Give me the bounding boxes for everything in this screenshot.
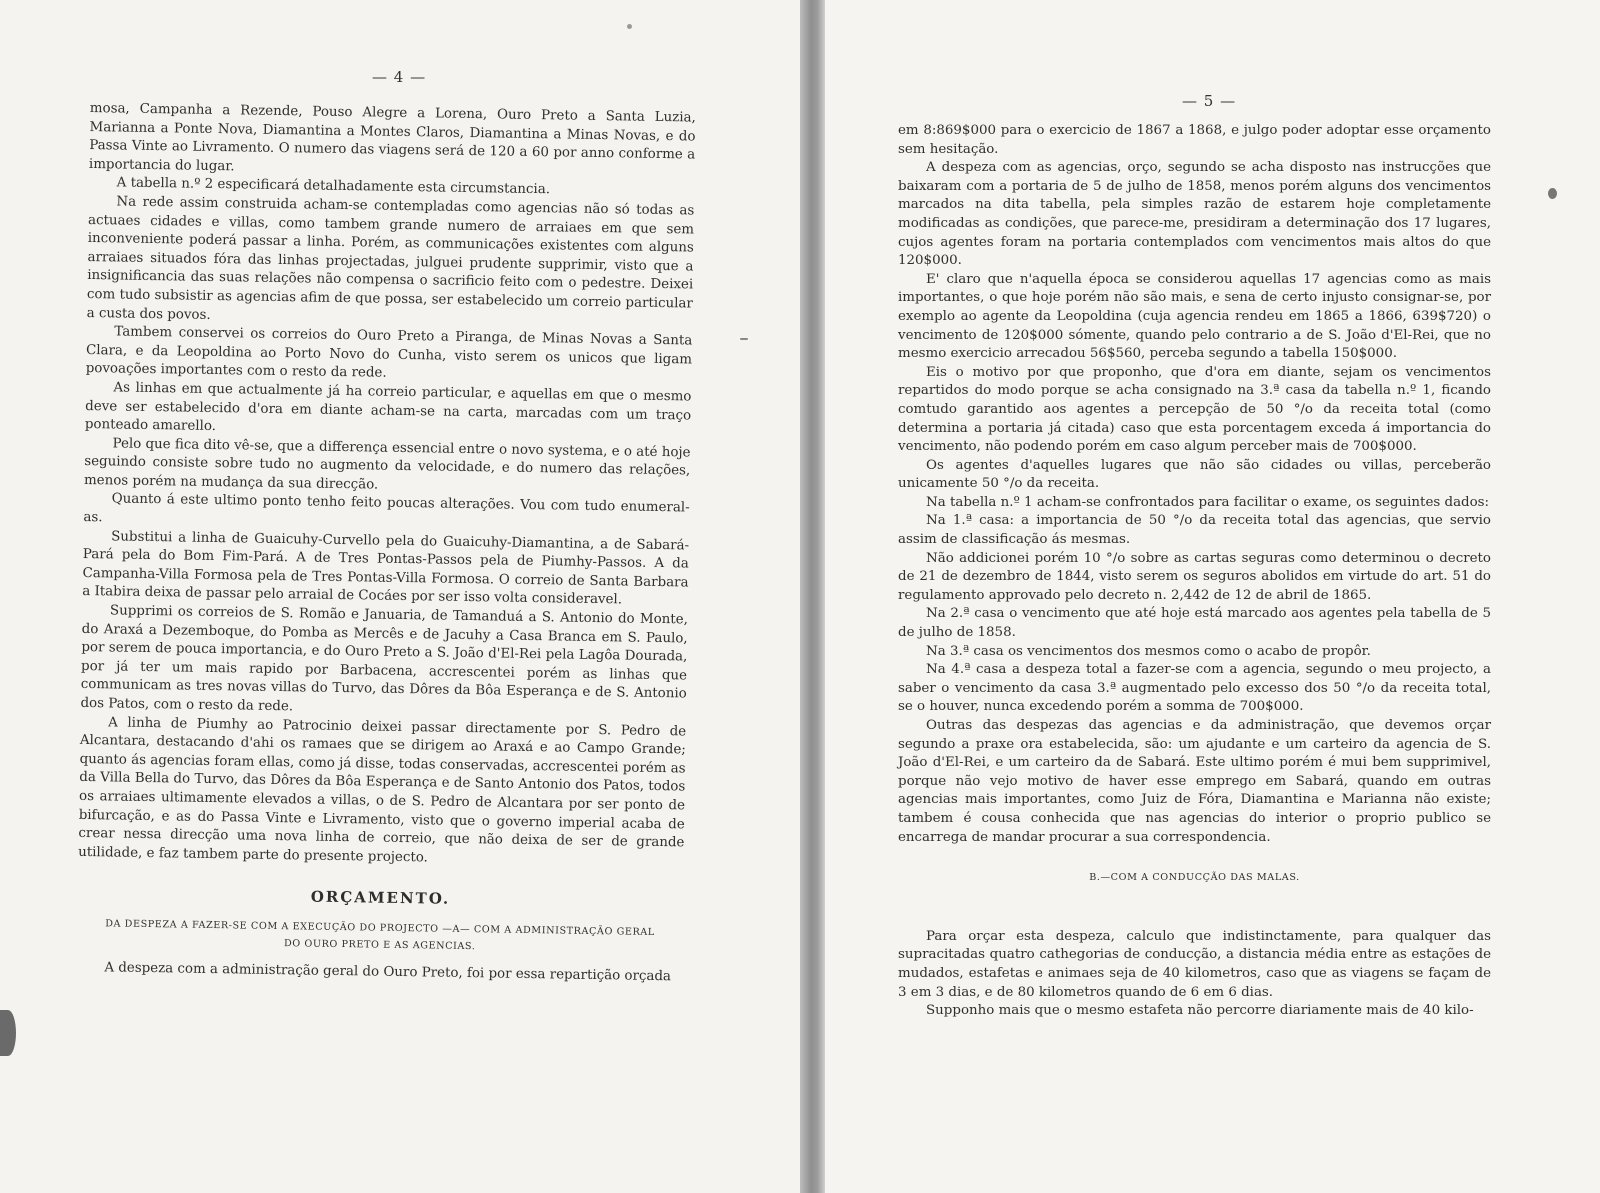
- ink-speck: [740, 338, 748, 340]
- paragraph: Outras das despezas das agencias e da administração, que devemos orçar segundo a praxe ora estabelecida, são: um ajudante e um carteiro da agencia de S. João d'El-Rei, e um carteiro da de Sabará. Este ultimo porém é mui bem supprimivel, porque não vejo motivo de haver esse emprego em Sabará, quando em outras agencias mais importantes, como Juiz de Fóra, Diamantina e Marianna não existe; tambem é cousa conhecida que nas agencias do interior o proprio publico se encarrega de mandar procurar a sua correspondencia.: [898, 718, 1491, 845]
- paragraph: Tambem conservei os correios do Ouro Preto a Piranga, de Minas Novas a Santa Clara, e da Leopoldina ao Porto Novo do Cunha, visto serem os unicos que ligam povoações importantes com o resto da rede.: [85, 324, 693, 382]
- paragraph: mosa, Campanha a Rezende, Pouso Alegre a Lorena, Ouro Preto a Santa Luzia, Marianna a Ponte Nova, Diamantina a Montes Claros, Diamantina a Minas Novas, e do Passa Vinte ao Livramento. O numero das viagens será de 120 a 60 por anno conforme a importancia do lugar.: [88, 100, 696, 175]
- paragraph: Substitui a linha de Guaicuhy-Curvello pela do Guaicuhy-Diamantina, a de Sabará-Pará pela do Bom Fim-Pará. A de Tres Pontas-Passos pela de Piumhy-Passos. A da Campanha-Villa Formosa pela de Tres Pontas-Villa Formosa. O correio de Santa Barbara a Itabira deixa de passar pelo arraial de Cocáes por ser isso volta consideravel.: [82, 529, 690, 608]
- paragraph: Quanto á este ultimo ponto tenho feito poucas alterações. Vou com tudo enumeral-as.: [83, 491, 690, 526]
- budget-subheading-continued: DO OURO PRETO E AS AGENCIAS.: [283, 938, 476, 953]
- left-page-text: [76, 100, 696, 987]
- paragraph: A tabella n.º 2 especificará detalhadamente esta circumstancia.: [116, 175, 551, 198]
- right-page-text: [898, 122, 1491, 1021]
- paragraph: A despeza com a administração geral do Ouro Preto, foi por essa repartição orçada: [104, 960, 672, 985]
- paragraph: Não addicionei porém 10 °/o sobre as cartas seguras como determinou o decreto de 21 de dezembro de 1844, visto serem os seguros abolidos em virtude do art. 51 do regulamento approvado pelo decreto n. 2,442 de 12 de abril de 1865.: [898, 550, 1491, 603]
- section-b-heading: B.—COM A CONDUCÇÃO DAS MALAS.: [1089, 872, 1300, 884]
- paragraph: Supprimi os correios de S. Romão e Januaria, de Tamanduá a S. Antonio do Monte, do Araxá a Dezemboque, do Pomba as Mercês e de Jacuhy a Casa Branca em S. Paulo, por serem de pouca importancia, e do Ouro Preto a S. João d'El-Rei pela Lagôa Dourada, por já ter um mais rapido por Barbacena, accrescentei porém as linhas que communicam as tres novas villas do Turvo, das Dôres da Bôa Esperança e de S. Antonio dos Patos, com o resto da rede.: [80, 603, 689, 715]
- book-gutter: [800, 0, 825, 1193]
- paragraph: Pelo que fica dito vê-se, que a differença essencial entre o novo systema, e o até hoje seguindo consiste sobre tudo no augmento da velocidade, e do numero das relações, menos porém na mudança da sua direcção.: [83, 436, 691, 493]
- paragraph: Os agentes d'aquelles lugares que não são cidades ou villas, perceberão unicamente 50 °/o da receita.: [898, 457, 1491, 492]
- paragraph: Na 1.ª casa: a importancia de 50 °/o da receita total das agencias, que servio assim de classificação ás mesmas.: [898, 513, 1491, 548]
- right-page-number: — 5 —: [1182, 92, 1237, 110]
- budget-subheading: DA DESPEZA A FAZER-SE COM A EXECUÇÃO DO PROJECTO —A— COM A ADMINISTRAÇÃO GERAL: [105, 918, 655, 938]
- ink-speck: [627, 24, 632, 29]
- ink-speck: [1548, 188, 1557, 199]
- paragraph: Na rede assim construida acham-se contempladas como agencias não só todas as actuaes cidades e villas, como tambem grande numero de arraiaes em que sem inconveniente poderá passar a linha. Porém, as communicações existentes com alguns arraiaes situados fóra das linhas projectadas, julguei prudente supprimir, visto que a insignificancia das suas relações não compensa o sacrificio feito com o pedestre. Deixei com tudo subsistir as agencias afim de que possa, ser estabelecido um correio particular a custa dos povos.: [86, 194, 695, 323]
- paragraph: Na 2.ª casa o vencimento que até hoje está marcado aos agentes pela tabella de 5 de julho de 1858.: [898, 606, 1491, 641]
- paragraph: A linha de Piumhy ao Patrocinio deixei passar directamente por S. Pedro de Alcantara, destacando d'ahi os ramaes que se dirigem ao Araxá e ao Campo Grande; quanto ás agencias foram ellas, como já disse, todas conservadas, accrescentei porém as da Villa Bella do Turvo, das Dôres da Bôa Esperança e de Santo Antonio dos Patos, todos os arraiaes ultimamente elevados a villas, o de S. Pedro de Alcantara por ser ponto de bifurcação, e as do Passa Vinte e Livramento, visto que o governo imperial acaba de crear nessa direcção uma nova linha de correio, que não deixa de ser de grande utilidade, e faz tambem parte do presente projecto.: [78, 714, 687, 866]
- paragraph: Na tabella n.º 1 acham-se confrontados para facilitar o exame, os seguintes dados:: [926, 494, 1490, 510]
- paragraph: E' claro que n'aquella época se considerou aquellas 17 agencias como as mais importantes, o que hoje porém não são mais, e sena de certo injusto consignar-se, por exemplo ao agente da Leopoldina (cuja agencia rendeu em 1865 a 1866, 639$720) o vencimento de 120$000 sómente, quando pelo contrario a de S. João d'El-Rei, que no mesmo exercicio arrecadou 56$560, perceba segundo a tabella 150$000.: [898, 271, 1491, 362]
- left-page-number: — 4 —: [372, 68, 427, 86]
- paragraph: Na 3.ª casa os vencimentos dos mesmos como o acabo de propôr.: [926, 643, 1371, 659]
- page-edge-mark: [0, 1010, 16, 1056]
- paragraph: Supponho mais que o mesmo estafeta não percorre diariamente mais de 40 kilo-: [926, 1003, 1474, 1019]
- paragraph: em 8:869$000 para o exercicio de 1867 a 1868, e julgo poder adoptar esse orçamento sem hesitação.: [898, 123, 1491, 157]
- paragraph: Na 4.ª casa a despeza total a fazer-se com a agencia, segundo o meu projecto, a saber o vencimento da casa 3.ª augmentado pelo excesso dos 50 °/o da receita total, se o houver, nunca excedendo porém a somma de 700$000.: [898, 662, 1491, 715]
- budget-heading: ORÇAMENTO.: [310, 887, 451, 909]
- paragraph: A despeza com as agencias, orço, segundo se acha disposto nas instrucções que baixaram com a portaria de 5 de julho de 1858, menos porém alguns dos vencimentos marcados na dita tabella, pela simples razão de estarem hoje completamente modificadas as condições, que parece-me, presidiram a determinação dos 17 lugares, cujos agentes foram na portaria contemplados com vencimentos mais altos do que 120$000.: [898, 160, 1491, 269]
- paragraph: As linhas em que actualmente já ha correio particular, e aquellas em que o mesmo deve ser estabelecido d'ora em diante acham-se na carta, marcadas com um traço ponteado amarello.: [84, 380, 692, 435]
- paragraph: Eis o motivo por que proponho, que d'ora em diante, sejam os vencimentos repartidos do modo porque se acha consignado na 3.ª casa da tabella n.º 1, ficando comtudo garantido aos agentes a percepção de 50 °/o da receita total (como determina a portaria já citada) caso que esta porcentagem exceda á importancia do vencimento, não podendo porém em caso algum perceber mais de 700$000.: [898, 364, 1491, 455]
- paragraph: Para orçar esta despeza, calculo que indistinctamente, para qualquer das supracitadas quatro cathegorias de conducção, a distancia média entre as estações de mudados, estafetas e animaes seja de 40 kilometros, caso que as viagens se façam de 3 em 3 dias, e de 80 kilometros quando de 6 em 6 dias.: [898, 928, 1491, 1000]
